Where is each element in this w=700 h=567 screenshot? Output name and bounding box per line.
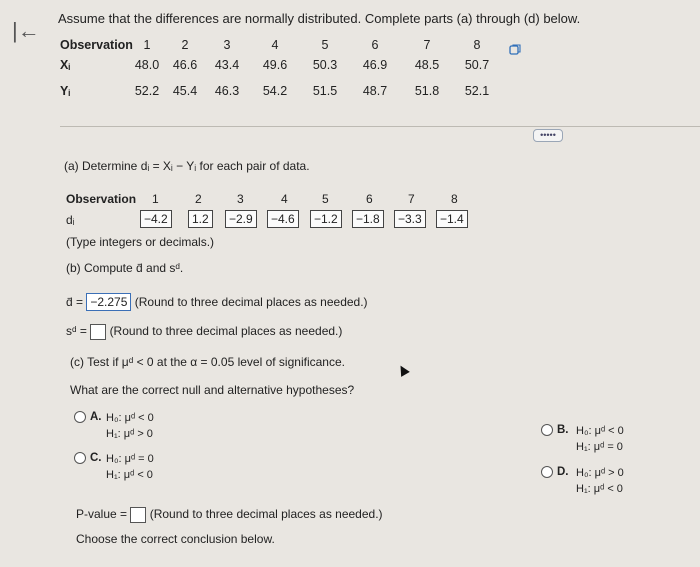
option-b-radio[interactable]	[541, 424, 553, 436]
obs-cell: 2	[181, 38, 189, 52]
d-value-box[interactable]: −4.6	[267, 210, 299, 228]
part-a-obs: 5	[322, 192, 329, 206]
d-value-box[interactable]: −2.9	[225, 210, 257, 228]
option-d[interactable]: D.	[541, 466, 569, 478]
part-a-obs: 6	[366, 192, 373, 206]
d-value-box[interactable]: −1.8	[352, 210, 384, 228]
part-a-obs: 3	[237, 192, 244, 206]
x-cell: 48.5	[414, 58, 440, 72]
part-a-obs: 7	[408, 192, 415, 206]
obs-cell: 4	[271, 38, 279, 52]
type-note: (Type integers or decimals.)	[66, 235, 215, 249]
y-cell: 51.8	[414, 84, 440, 98]
dbar-row	[66, 293, 368, 311]
x-cell: 43.4	[214, 58, 240, 72]
part-a-observation-header: Observation	[66, 192, 137, 206]
option-c-radio[interactable]	[74, 452, 86, 464]
d-value-box[interactable]: 1.2	[188, 210, 213, 228]
pvalue-input[interactable]	[130, 507, 146, 523]
problem-prompt: Assume that the differences are normally distributed. Complete parts (a) through (d) below.	[58, 11, 581, 26]
hypotheses-question: What are the correct null and alternative hypotheses?	[70, 383, 355, 397]
obs-cell: 1	[143, 38, 151, 52]
y-cell: 52.2	[134, 84, 160, 98]
option-c-h1: H₁: μᵈ < 0	[106, 469, 153, 481]
sd-prefix: sᵈ =	[66, 324, 87, 339]
obs-cell: 7	[423, 38, 431, 52]
x-cell: 48.0	[134, 58, 160, 72]
pvalue-row	[76, 507, 383, 523]
y-cell: 45.4	[172, 84, 198, 98]
obs-cell: 8	[473, 38, 481, 52]
part-b-title: (b) Compute d̄ and sᵈ.	[66, 261, 184, 275]
option-d-h1: H₁: μᵈ < 0	[576, 483, 623, 495]
dbar-note: (Round to three decimal places as needed.)	[134, 295, 368, 309]
obs-cell: 5	[321, 38, 329, 52]
d-value-box[interactable]: −3.3	[394, 210, 426, 228]
option-c[interactable]: C.	[74, 452, 102, 464]
d-value-box[interactable]: −1.4	[436, 210, 468, 228]
x-cell: 46.9	[362, 58, 388, 72]
option-a[interactable]: A.	[74, 411, 102, 423]
x-cell: 50.7	[464, 58, 490, 72]
part-a-obs: 1	[152, 192, 159, 206]
option-d-h0: H₀: μᵈ > 0	[576, 467, 624, 479]
option-b-h0: H₀: μᵈ < 0	[576, 425, 624, 437]
y-cell: 54.2	[262, 84, 288, 98]
x-cell: 46.6	[172, 58, 198, 72]
section-divider	[60, 126, 700, 127]
obs-cell: 6	[371, 38, 379, 52]
part-c-title: (c) Test if μᵈ < 0 at the α = 0.05 level of significance.	[70, 355, 345, 369]
mouse-cursor-icon	[396, 363, 410, 377]
conclusion-prompt: Choose the correct conclusion below.	[76, 532, 275, 546]
y-cell: 48.7	[362, 84, 388, 98]
x-row-label: Xᵢ	[60, 58, 71, 72]
y-cell: 46.3	[214, 84, 240, 98]
back-arrow-icon[interactable]: |←	[12, 18, 40, 43]
option-a-h0: H₀: μᵈ < 0	[106, 412, 154, 424]
option-b[interactable]: B.	[541, 424, 569, 436]
pvalue-note: (Round to three decimal places as needed.)	[149, 507, 383, 522]
observation-header: Observation	[60, 38, 133, 52]
copy-data-icon[interactable]	[509, 44, 521, 56]
part-a-obs: 4	[281, 192, 288, 206]
obs-cell: 3	[223, 38, 231, 52]
part-a-obs: 2	[195, 192, 202, 206]
option-d-radio[interactable]	[541, 466, 553, 478]
dbar-prefix: d̄ =	[66, 295, 84, 309]
part-a-title: (a) Determine dᵢ = Xᵢ − Yᵢ for each pair of data.	[64, 159, 310, 173]
x-cell: 50.3	[312, 58, 338, 72]
sd-row	[66, 324, 342, 340]
dbar-answer[interactable]: −2.275	[86, 293, 131, 311]
y-row-label: Yᵢ	[60, 84, 71, 98]
option-a-radio[interactable]	[74, 411, 86, 423]
part-a-obs: 8	[451, 192, 458, 206]
x-cell: 49.6	[262, 58, 288, 72]
d-value-box[interactable]: −4.2	[140, 210, 172, 228]
y-cell: 51.5	[312, 84, 338, 98]
sd-input[interactable]	[90, 324, 106, 340]
option-c-h0: H₀: μᵈ = 0	[106, 453, 154, 465]
more-button[interactable]: •••••	[533, 129, 563, 142]
option-b-h1: H₁: μᵈ = 0	[576, 441, 623, 453]
d-value-box[interactable]: −1.2	[310, 210, 342, 228]
pvalue-prefix: P-value =	[76, 507, 128, 522]
y-cell: 52.1	[464, 84, 490, 98]
sd-note: (Round to three decimal places as needed.)	[109, 324, 343, 339]
d-row-label: dᵢ	[66, 213, 75, 227]
option-a-h1: H₁: μᵈ > 0	[106, 428, 153, 440]
